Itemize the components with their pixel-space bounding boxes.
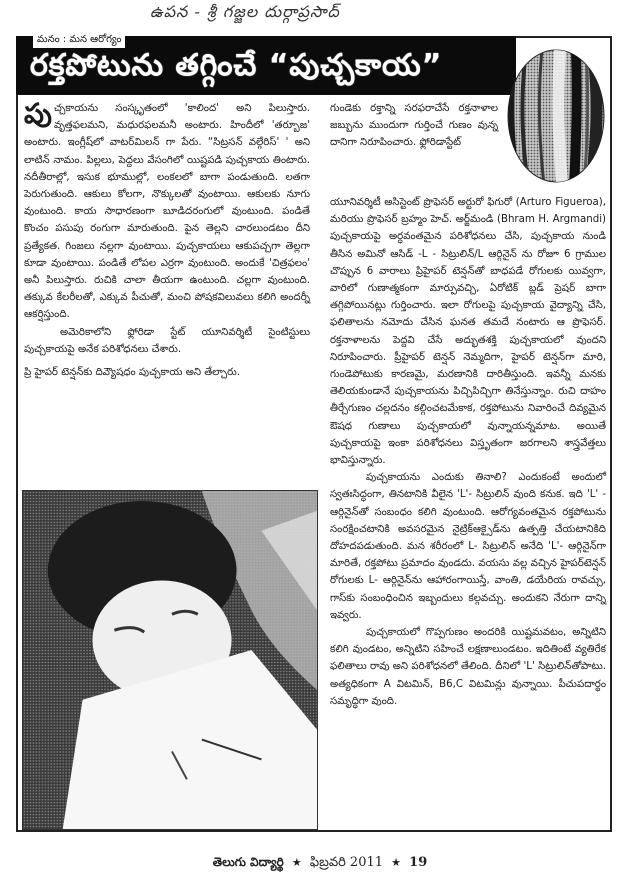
- drop-cap: పు: [24, 97, 52, 130]
- star-icon: ★: [391, 856, 402, 869]
- paragraph: యూనివర్శిటీ అసిస్టెంట్ ప్రొఫెసర్ అర్టురో ఫిగురో (Arturo Figueroa), మరియు ప్రొఫెసర్ బ్రహ్మం హెచ్. అర్జ్‌మండి (Bhram H. Argmandi) పుచ్చకాయపై అర్ధవంతమైన పరిశోధనలు చేసి, పుచ్చకాయ నుండి తీసిన అమినో ఆసిడ్ -L - సిట్రులిన్/L ఆర్గినైన్ ను రోజూ 6 గ్రాముల చొప్పున 6 వారాలు ప్రిహైపర్ టెన్షన్‌తో బాధపడే రోగులకు యివ్వగా, వారిలో గుణాత్మకంగా మార్పువచ్చి, ఏరోటిక్ బ్లడ్ ప్రెషర్ బాగా తగ్గిపోయినట్లు గుర్తించారు. ఇలా రోగులపై పుచ్చకాయ వైద్యాన్ని చేసి, ఫలితాలను నమోదు చేసిన ఘనత తమదే నంటారు ఆ ప్రొఫెసర్. రక్తనాళాలను పెద్దవి చేసే అద్భుతశక్తి పుచ్చకాయలో వుందని నిరూపించారు. ప్రీహైపర్ టెన్షన్ నెమ్మదిగా, హైపర్ టెన్షన్‌గా మారి, గుండెపోటుకు కారణమై, మరణానికి దారితీస్తుంది. ఇవన్నీ మనకు తెలియకుండానే పుచ్చకాయను పిచ్చిపిచ్చిగా తినేస్తున్నాం. రుచి దాహం తీర్చేగుణం చల్లదనం కల్గించటమేకాక, రక్తపోటును నివారించే దివ్యమైన ఔషధ గుణాలు పుచ్చకాయలో వున్నాయన్నమాట. అయితే పుచ్చకాయపై ఇంకా పరిశోధనలు విస్తృతంగా జరగాలని శాస్త్రవేత్తలు భావిస్తున్నారు.: [330, 197, 606, 467]
- paragraph: ప్రి హైపర్ టెన్షన్‌కు దివ్యౌషధం పుచ్చకాయ అని తేల్చారు.: [24, 367, 240, 379]
- paragraph: పుచ్చకాయను ఎందుకు తినాలి? ఎందుకంటే అందులో స్వతఃసిద్ధంగా, తినటానికి వీలైన 'L'- సిట్రులిన్ వుంది కనుక. ఇది 'L' - ఆర్గినైన్‌తో సంబంధం కలిగి వుంటుంది. ఆరోగ్యవంతమైన రక్తపోటును సంరక్షించటానికి అవసరమైన నైట్రిక్‌ఆక్సైడ్‌ను ఉత్పత్తి చేయటానికిది దోహదపడుతుంది. మన శరీరంలో L- సిట్రులిన్ అనేది 'L'- ఆర్గినైన్‌గా మారితే, రక్తపోటు ప్రమాదం వుండదు. వయసు వల్ల వచ్చిన హైపర్‌టెన్షన్ రోగులకు L- ఆర్గినైన్‌ను ఆహారంగాయిస్తే, వాంతి, డయేరియ రావచ్చు, గాస్‌కు సంబంధించిన ఇబ్బందులు కల్గవచ్చు. అందుకని నేరుగా దాన్ని ఇవ్వరు.: [330, 472, 606, 621]
- issue-date: ఫిబ్రవరి 2011: [309, 855, 384, 870]
- article-column-left: [24, 97, 310, 381]
- paragraph: అమెరికాలోని ఫ్లోరిడా స్టేట్ యూనివర్శిటీ సైంటిస్టులు పుచ్చకాయపై అనేక పరిశోధనలు చేశారు.: [24, 326, 310, 355]
- paragraph: పుచ్చకాయలో గొప్పగుణం అందరికి యిష్టమవటం, అన్నిటిని కలిగి వుండటం, అన్నిటిని సహించే లక్షణాలుండటం. ఇదితింటే వ్యతిరేక ఫలితాలు రావు అని పరిశోధనలో తేలింది. దీనిలో 'L' సిట్రులిన్‌తోపాటు. అత్యధికంగా A విటమిన్, B6,C విటమిన్లు వున్నాయి. పీచుపదార్థం సమృద్ధిగా వుంది.: [330, 627, 606, 707]
- article-column-right-top: [330, 100, 498, 152]
- page-number: 19: [409, 855, 428, 870]
- child-eating-watermelon-photo: [22, 490, 318, 830]
- section-tag: మనం : మన ఆరోగ్యం: [33, 32, 125, 48]
- star-icon: ★: [291, 856, 302, 869]
- page-title: రక్తపోటును తగ్గించే “పుచ్చకాయ”: [30, 48, 443, 83]
- page-footer: [0, 855, 640, 873]
- watermelon-illustration: [500, 38, 608, 186]
- paragraph: పుచ్చకాయను సంస్కృతంలో 'కాలింద' అని పిలుస్తారు. వృత్తఫలమని, మధురఫలమనీ అంటారు. హిందీలో 'తర్బూజ' అంటారు. ఇంగ్లీష్‌లో వాటర్‌మిలన్ గా పేరు. “సిట్రసన్ వల్గేరిస్' ' అని లాటిన్ నామం. పిల్లలు, పెద్దలు వేసంగిలో యిష్టపడి పుచ్చకాయ తింటారు. నదీతీరాల్లో, ఇసుక భూముల్లో, లంకలలో బాగా పండుతుంది. లతగా పెరుగుతుంది. ఆకులు కోలగా, నొక్కులతో వుంటాయి. ఆకులకు నూగు వుంటుంది. కాయ సాధారణంగా బూడిదరంగులో వుంటుంది. పండితే కొంచం పసుపు రంగుగా మారుతుంది. పైన తెల్లని చారలుండటం దీని ప్రత్యేకత. గింజలు నల్లగా వుంటాయి. పుచ్చకాయలు ఆకుపచ్చగా తెల్లగా కూడా వుంటాయి. పండితే లోపల ఎర్రగా వుంటుంది. అందుకే 'చిత్రఫలం' అనీ పిలుస్తారు. రుచికి చాలా తీయగా ఉంటుంది. చల్లగా వుంటుంది. తక్కువ కేలరీలతో, ఎక్కువ పీచుతో, మంచి పోషకవిలువలు కలిగి అందర్నీ ఆకర్షిస్తుంది.: [24, 97, 310, 321]
- paragraph: గుండెకు రక్తాన్ని సరఫరాచేసే రక్తనాళాల జబ్బును ముందుగా గుర్తించే గుణం వున్న దానిగా నిరూపించారు. ఫ్లోరిడాస్టేట్: [330, 103, 498, 149]
- handwritten-note: ఉపన - శ్రీ గజ్జల దుర్గాప్రసాద్: [150, 2, 340, 21]
- article-column-right: [330, 194, 606, 710]
- publication-name: తెలుగు విద్యార్థి: [212, 855, 284, 869]
